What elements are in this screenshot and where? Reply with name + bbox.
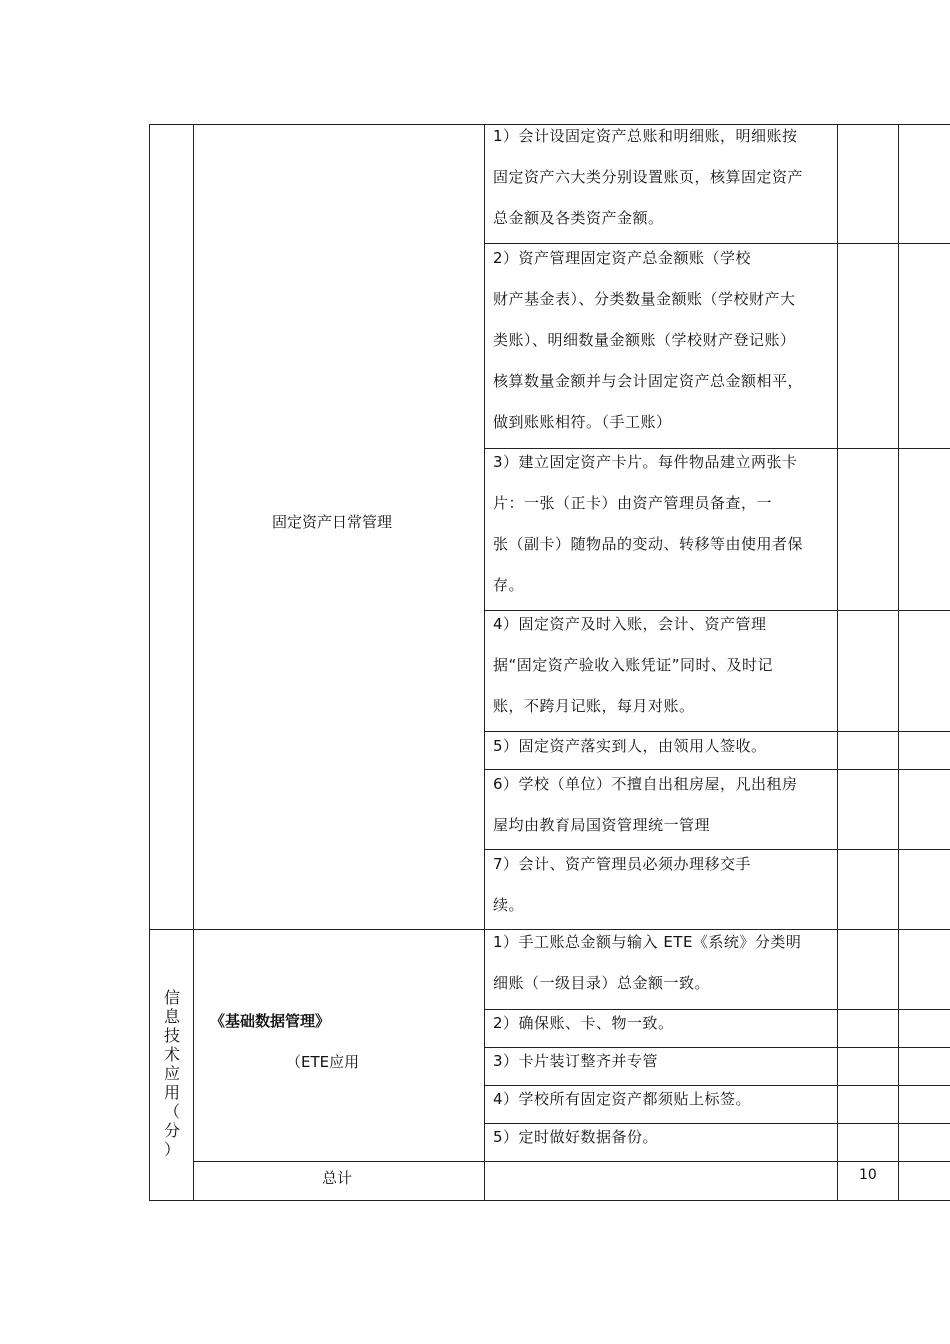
criterion-item: 3）建立固定资产卡片。每件物品建立两张卡 片：一张（正卡）由资产管理员备查，一 张（副卡）随物品的变动、转移等由使用者保 存。 bbox=[493, 453, 804, 594]
criterion-item: 6）学校（单位）不擅自出租房屋，凡出租房 屋均由教育局国资管理统一管理 bbox=[493, 775, 798, 834]
total-score: 10 bbox=[859, 1167, 877, 1183]
criterion-item: 1）手工账总金额与输入 ETE《系统》分类明 细账（一级目录）总金额一致。 bbox=[493, 933, 802, 992]
criterion-item: 4）学校所有固定资产都须贴上标签。 bbox=[493, 1090, 752, 1108]
criterion-item: 3）卡片装订整齐并专管 bbox=[493, 1052, 659, 1070]
section-name-line1: 《基础数据管理》 bbox=[210, 1012, 331, 1030]
section-name-line2: （ETE应用 bbox=[286, 1053, 360, 1071]
criterion-item: 1）会计设固定资产总账和明细账，明细账按 固定资产六大类分别设置账页，核算固定资产 总金额及各类资产金额。 bbox=[493, 127, 804, 227]
criterion-item: 5）固定资产落实到人，由领用人签收。 bbox=[493, 737, 767, 755]
criterion-item: 2）资产管理固定资产总金额账（学校 财产基金表）、分类数量金额账（学校财产大 类账）、明细数量金额账（学校财产登记账） 核算数量金额并与会计固定资产总金额相平， 做到账账相符。（手工账） bbox=[493, 249, 804, 431]
total-label: 总计 bbox=[322, 1169, 353, 1187]
section-vertical-label: 信 息 技 术 应 用 （ 分 ） bbox=[163, 988, 180, 1159]
criterion-item: 4）固定资产及时入账，会计、资产管理 据“固定资产验收入账凭证”同时、及时记 账，不跨月记账，每月对账。 bbox=[493, 615, 774, 715]
criterion-item: 2）确保账、卡、物一致。 bbox=[493, 1014, 674, 1032]
category-label: 固定资产日常管理 bbox=[272, 513, 393, 531]
criterion-item: 5）定时做好数据备份。 bbox=[493, 1128, 659, 1146]
criterion-item: 7）会计、资产管理员必须办理移交手 续。 bbox=[493, 855, 752, 914]
